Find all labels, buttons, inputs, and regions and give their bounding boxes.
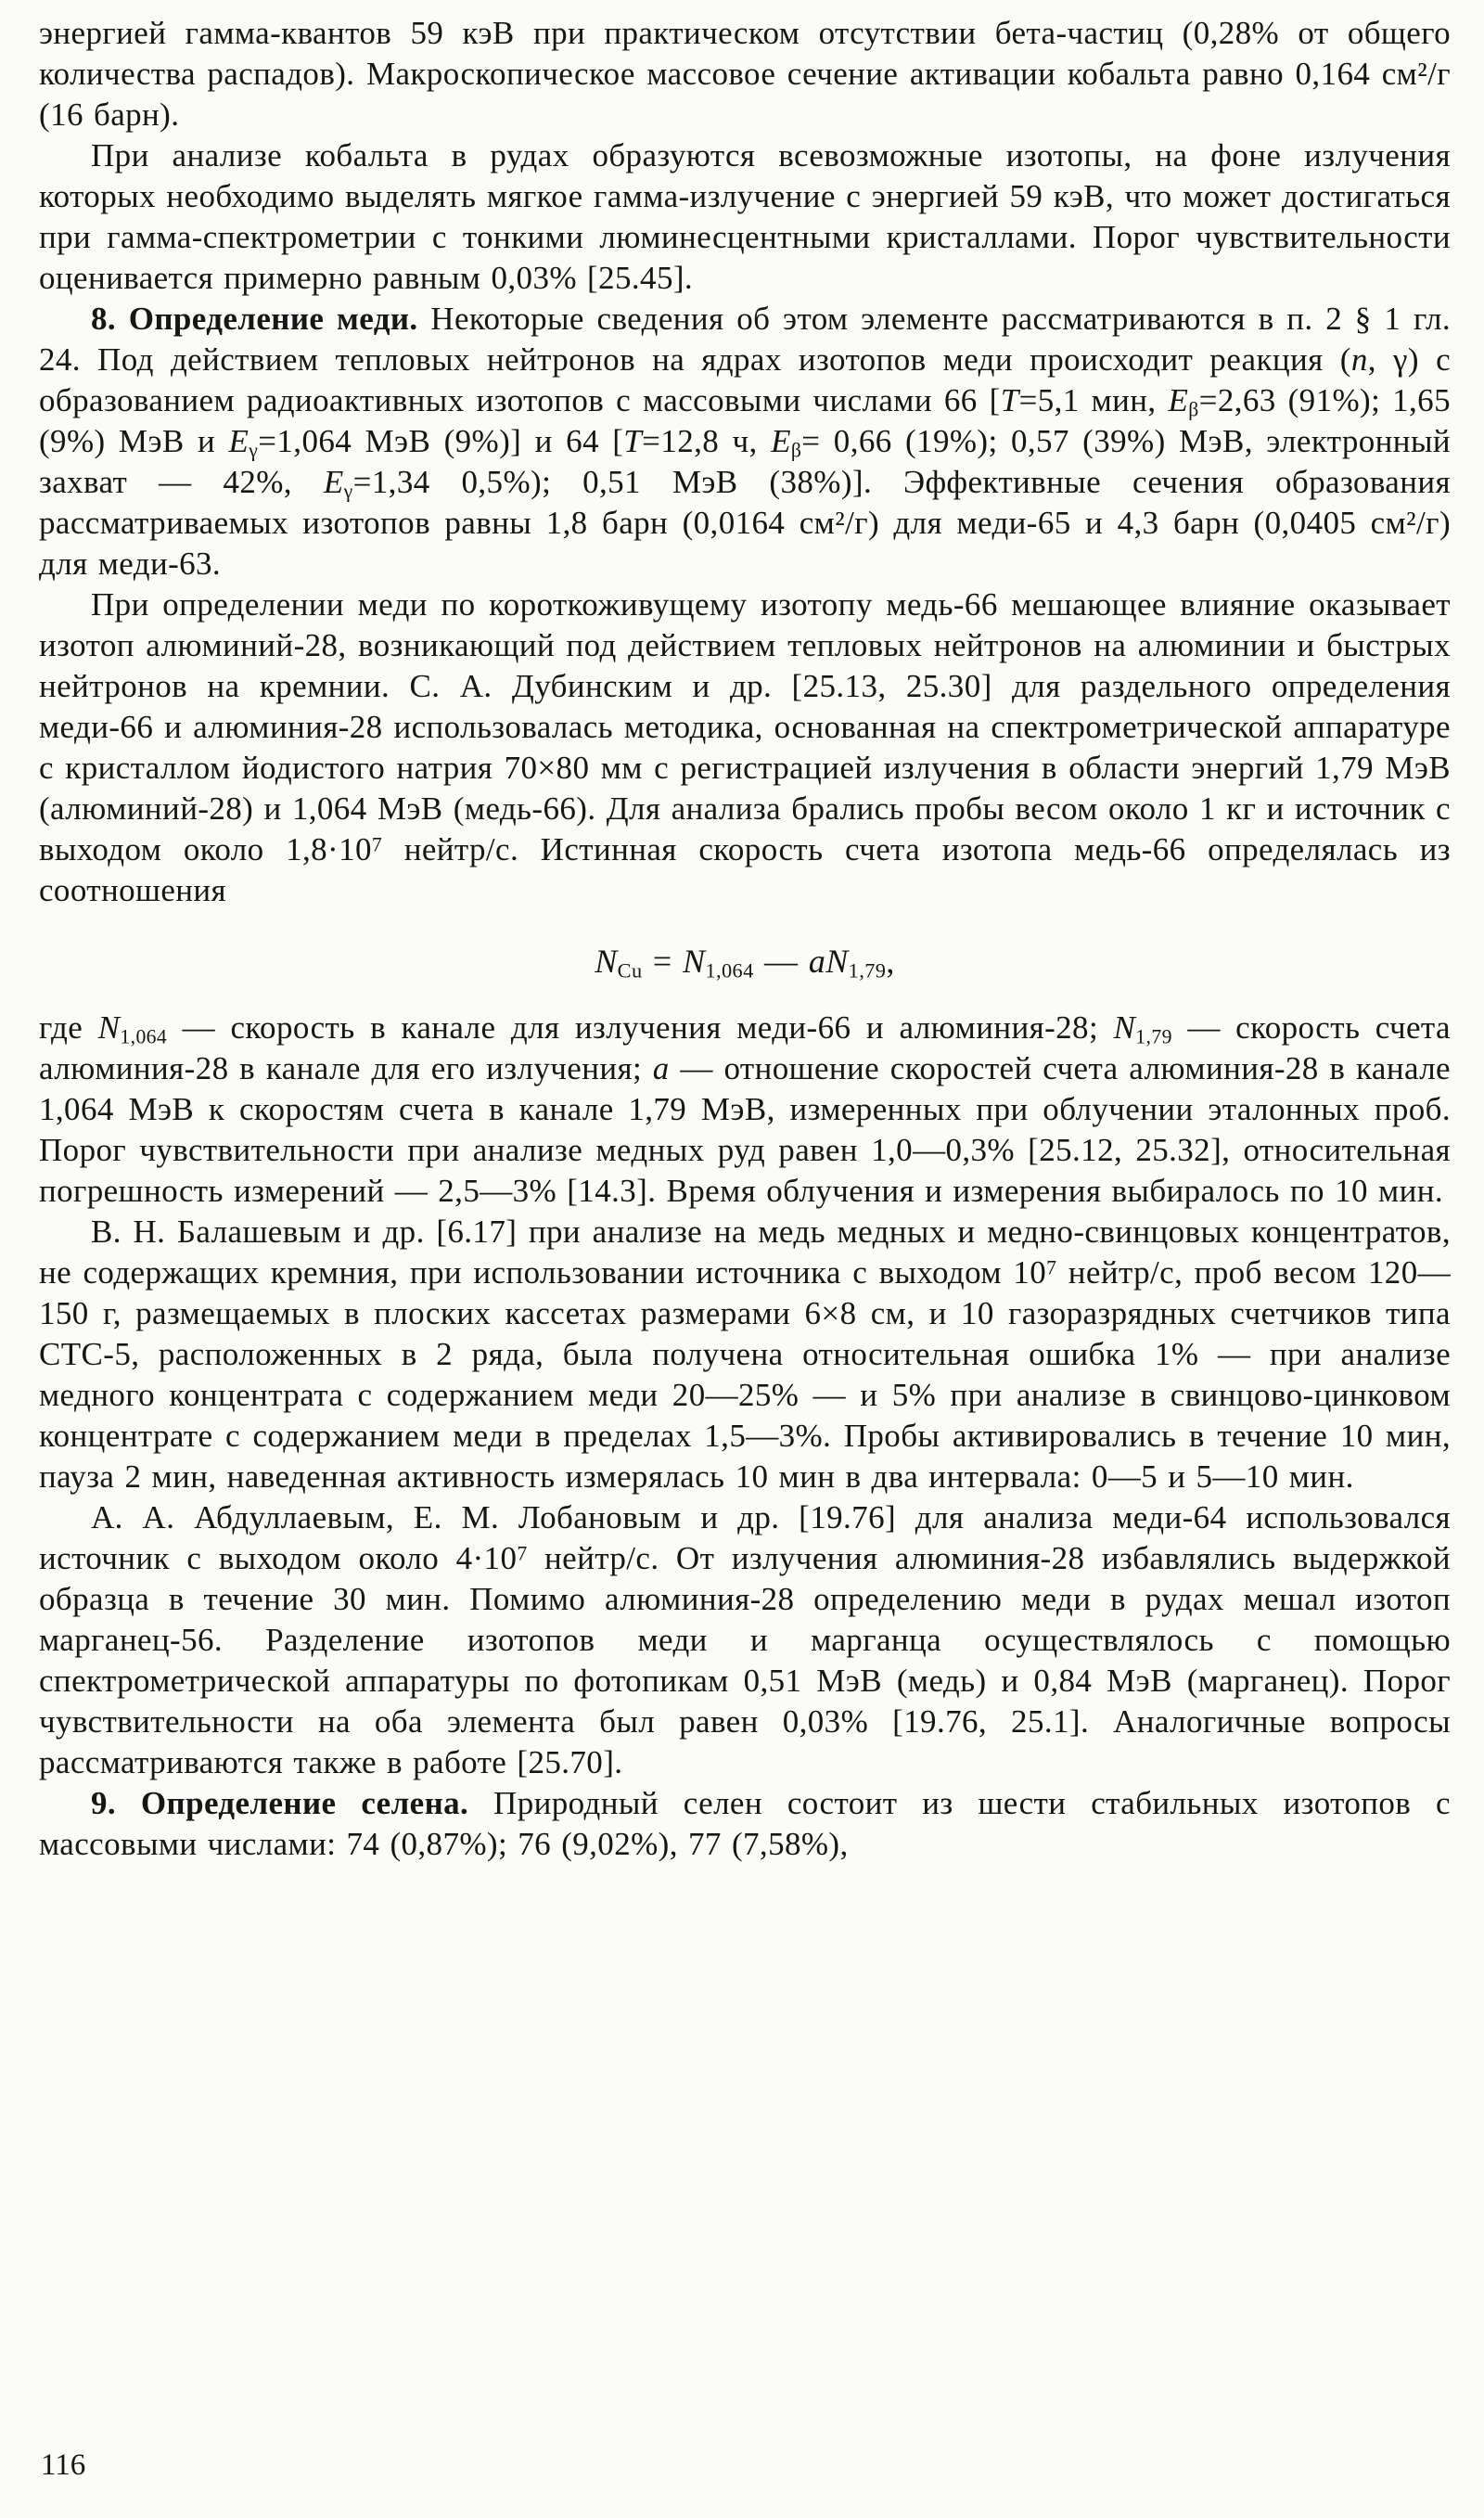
formula: $N_{Cu} = N_{1,064}$ — $aN_{1,79}$,: [595, 943, 895, 983]
paragraph: где $N_{1,064}$ — скорость в канале для излучения меди-66 и алюминия-28; $N_{1,79}$ — скорость счета алюминия-28 в канале для его излучения; a — отношение скоростей счета алюминия-28 в канале 1,064 МэВ к скоростям счета в канале 1,79 МэВ, измеренных при облучении эталонных проб. Порог чувствительности при анализе медных руд равен 1,0—0,3% [25.12, 25.32], относительная погрешность измерений — 2,5—3% [14.3]. Время облучения и измерения выбиралось по 10 мин.: [39, 1009, 1451, 1209]
body-text: [39, 13, 1451, 1865]
paragraph: В. Н. Балашевым и др. [6.17] при анализе на медь медных и медно-свинцовых концентратов, не содержащих кремния, при использовании источника с выходом $10^7$ нейтр/с, проб весом 120—150 г, размещаемых в плоских кассетах размерами 6×8 см, и 10 газоразрядных счетчиков типа СТС-5, расположенных в 2 ряда, была получена относительная ошибка 1% — при анализе медного концентрата с содержанием меди 20—25% — и 5% при анализе в свинцово-цинковом концентрате с содержанием меди в пределах 1,5—3%. Пробы активировались в течение 10 мин, пауза 2 мин, наведенная активность измерялась 10 мин в два интервала: 0—5 и 5—10 мин.: [39, 1214, 1451, 1495]
paragraph-selenium-section: 9. Определение селена. Природный селен состоит из шести стабильных изотопов с массовыми числами: 74 (0,87%); 76 (9,02%), 77 (7,58%),: [39, 1785, 1451, 1862]
paragraph: энергией гамма-квантов 59 кэВ при практическом отсутствии бета-частиц (0,28% от общего количества распадов). Макроскопическое массовое сечение активации кобальта равно 0,164 см²/г (16 барн).: [39, 15, 1451, 133]
paragraph: При определении меди по короткоживущему изотопу медь-66 мешающее влияние оказывает изотоп алюминий-28, возникающий под действием тепловых нейтронов на алюминии и быстрых нейтронов на кремнии. С. А. Дубинским и др. [25.13, 25.30] для раздельного определения меди-66 и алюминия-28 использовалась методика, основанная на спектрометрической аппаратуре с кристаллом йодистого натрия 70×80 мм с регистрацией излучения в области энергий 1,79 МэВ (алюминий-28) и 1,064 МэВ (медь-66). Для анализа брались пробы весом около 1 кг и источник с выходом около $1,8\cdot 10^7$ нейтр/с. Истинная скорость счета изотопа медь-66 определялась из соотношения: [39, 586, 1451, 908]
paragraph-copper-section: 8. Определение меди. Некоторые сведения об этом элементе рассматриваются в п. 2 § 1 гл. 24. Под действием тепловых нейтронов на ядрах изотопов меди происходит реакция (n, γ) с образованием радиоактивных изотопов с массовыми числами 66 [T=5,1 мин, $E_\beta=2,63$ (91%); 1,65 (9%) МэВ и $E_\gamma=1,064$ МэВ (9%)] и 64 [T=12,8 ч, $E_\beta= 0,66$ (19%); 0,57 (39%) МэВ, электронный захват — 42%, $E_\gamma=1,34$ 0,5%); 0,51 МэВ (38%)]. Эффективные сечения образования рассматриваемых изотопов равны 1,8 барн (0,0164 см²/г) для меди-65 и 4,3 барн (0,0405 см²/г) для меди-63.: [39, 301, 1451, 582]
page-number: 116: [41, 2448, 86, 2482]
paragraph: А. А. Абдуллаевым, Е. М. Лобановым и др. [19.76] для анализа меди-64 использовался источник с выходом около $4\cdot 10^7$ нейтр/с. От излучения алюминия-28 избавлялись выдержкой образца в течение 30 мин. Помимо алюминия-28 определению меди в рудах мешал изотоп марганец-56. Разделение изотопов меди и марганца осуществлялось с помощью спектрометрической аппаратуры по фотопикам 0,51 МэВ (медь) и 0,84 МэВ (марганец). Порог чувствительности на оба элемента был равен 0,03% [19.76, 25.1]. Аналогичные вопросы рассматриваются также в работе [25.70].: [39, 1499, 1452, 1780]
paragraph: При анализе кобальта в рудах образуются всевозможные изотопы, на фоне излучения которых необходимо выделять мягкое гамма-излучение с энергией 59 кэВ, что может достигаться при гамма-спектрометрии с тонкими люминесцентными кристаллами. Порог чувствительности оценивается примерно равным 0,03% [25.45].: [39, 137, 1451, 296]
